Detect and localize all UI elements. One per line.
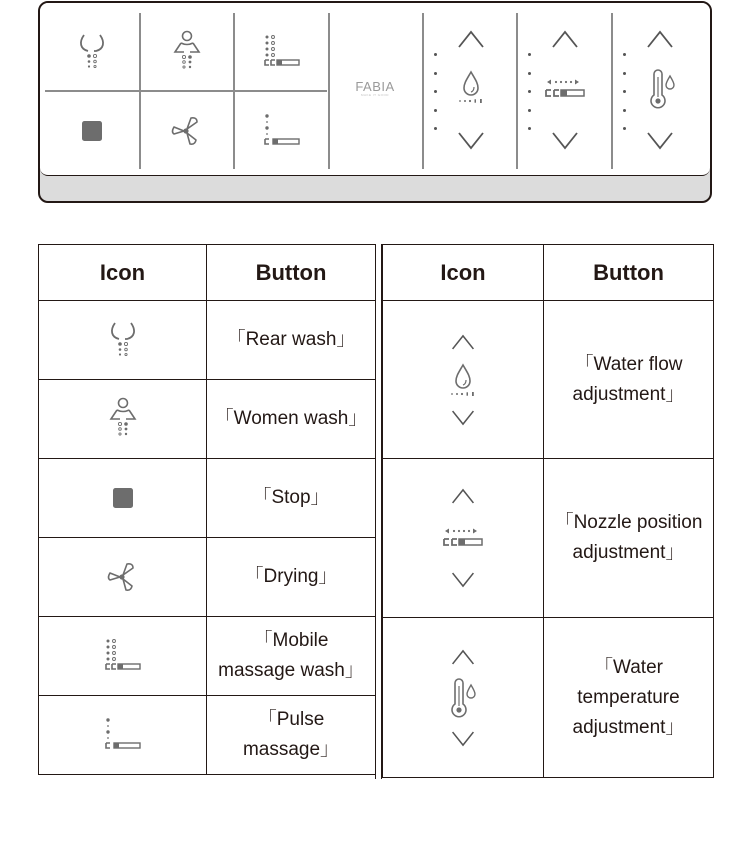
label-line: 「Nozzle position xyxy=(554,512,703,533)
thermometer-icon xyxy=(647,69,677,109)
icon-cell xyxy=(383,459,544,618)
table-row xyxy=(39,538,376,617)
button-label: 「Stop」 xyxy=(207,459,376,538)
rear-wash-icon xyxy=(77,32,107,72)
label-line: massage wash」 xyxy=(218,660,364,681)
table-row xyxy=(383,459,714,618)
legend-table-right xyxy=(382,244,714,778)
table-row xyxy=(39,617,376,696)
nozzle-position-level-indicator xyxy=(528,53,532,146)
label-line: adjustment」 xyxy=(572,383,685,405)
drying-button[interactable] xyxy=(141,92,233,169)
water-drop-icon xyxy=(448,363,478,397)
mobile-massage-icon xyxy=(262,34,302,70)
brand-logo xyxy=(330,81,420,97)
legend-table-left xyxy=(38,244,376,775)
label-line: adjustment」 xyxy=(572,716,685,738)
stop-square-icon xyxy=(81,120,103,142)
icon-cell xyxy=(383,301,544,459)
button-label xyxy=(207,617,376,696)
rear-wash-button[interactable] xyxy=(45,13,139,90)
chevron-down-icon xyxy=(550,131,580,151)
table-header-row xyxy=(39,245,376,301)
chevron-up-icon xyxy=(450,487,476,505)
table-header-row xyxy=(383,245,714,301)
divider xyxy=(516,13,518,169)
table-row xyxy=(39,301,376,380)
button-label: 「Drying」 xyxy=(207,538,376,617)
fan-icon xyxy=(170,114,204,148)
water-temperature-up-button[interactable] xyxy=(643,25,677,53)
panel-face xyxy=(40,3,710,176)
column-header-icon: Icon xyxy=(383,245,544,301)
icon-cell xyxy=(39,617,207,696)
pulse-massage-icon xyxy=(262,113,302,149)
water-flow-level-indicator xyxy=(434,53,438,146)
women-wash-button[interactable] xyxy=(141,13,233,90)
water-flow-up-button[interactable] xyxy=(454,25,488,53)
button-label xyxy=(207,696,376,775)
women-wash-icon xyxy=(172,30,202,74)
women-wash-icon xyxy=(108,397,138,441)
label-line: 「Water flow xyxy=(574,353,683,375)
nozzle-position-indicator xyxy=(543,77,587,101)
mobile-massage-icon xyxy=(103,638,143,674)
icon-cell xyxy=(39,380,207,459)
water-temperature-down-button[interactable] xyxy=(643,127,677,155)
label-line: 「Water xyxy=(594,656,663,678)
table-row xyxy=(39,380,376,459)
mobile-massage-wash-button[interactable] xyxy=(235,13,328,90)
label-line: 「Mobile xyxy=(253,630,329,651)
water-drop-icon xyxy=(456,70,486,104)
icon-cell xyxy=(39,696,207,775)
table-row xyxy=(383,618,714,778)
icon-cell xyxy=(39,538,207,617)
chevron-down-icon xyxy=(450,571,476,589)
remote-control-panel xyxy=(38,1,712,203)
table-row xyxy=(383,301,714,459)
table-row xyxy=(39,696,376,775)
icon-cell xyxy=(383,618,544,778)
label-line: temperature xyxy=(577,686,680,708)
water-temperature-indicator xyxy=(645,67,679,111)
chevron-up-icon xyxy=(450,648,476,666)
column-header-icon: Icon xyxy=(39,245,207,301)
label-line: adjustment」 xyxy=(572,542,685,563)
water-flow-indicator xyxy=(454,67,488,107)
table-separator xyxy=(375,244,382,779)
chevron-down-icon xyxy=(456,131,486,151)
chevron-up-icon xyxy=(456,29,486,49)
nozzle-position-up-button[interactable] xyxy=(548,25,582,53)
icon-cell xyxy=(39,459,207,538)
table-row xyxy=(39,459,376,538)
brand-tagline: MAKE IT GOOD xyxy=(361,93,389,97)
rear-wash-icon xyxy=(108,320,138,360)
nozzle-icon xyxy=(543,78,587,100)
divider xyxy=(422,13,424,169)
chevron-up-icon xyxy=(645,29,675,49)
chevron-down-icon xyxy=(450,409,476,427)
nozzle-icon xyxy=(441,527,485,549)
chevron-down-icon xyxy=(450,730,476,748)
thermometer-icon xyxy=(448,678,478,718)
label-line: massage」 xyxy=(242,739,340,760)
pulse-massage-icon xyxy=(103,717,143,753)
nozzle-position-down-button[interactable] xyxy=(548,127,582,155)
chevron-up-icon xyxy=(450,333,476,351)
divider xyxy=(611,13,613,169)
water-flow-down-button[interactable] xyxy=(454,127,488,155)
fan-icon xyxy=(106,560,140,594)
water-temperature-level-indicator xyxy=(623,53,627,146)
chevron-down-icon xyxy=(645,131,675,151)
button-label xyxy=(544,301,714,459)
button-label: 「Women wash」 xyxy=(207,380,376,459)
icon-cell xyxy=(39,301,207,380)
chevron-up-icon xyxy=(550,29,580,49)
label-line: 「Pulse xyxy=(257,709,325,730)
button-label xyxy=(544,459,714,618)
button-label xyxy=(544,618,714,778)
stop-button[interactable] xyxy=(45,92,139,169)
brand-name: FABIA xyxy=(355,79,395,94)
pulse-massage-button[interactable] xyxy=(235,92,328,169)
column-header-button: Button xyxy=(207,245,376,301)
stop-square-icon xyxy=(112,487,134,509)
button-label: 「Rear wash」 xyxy=(207,301,376,380)
column-header-button: Button xyxy=(544,245,714,301)
